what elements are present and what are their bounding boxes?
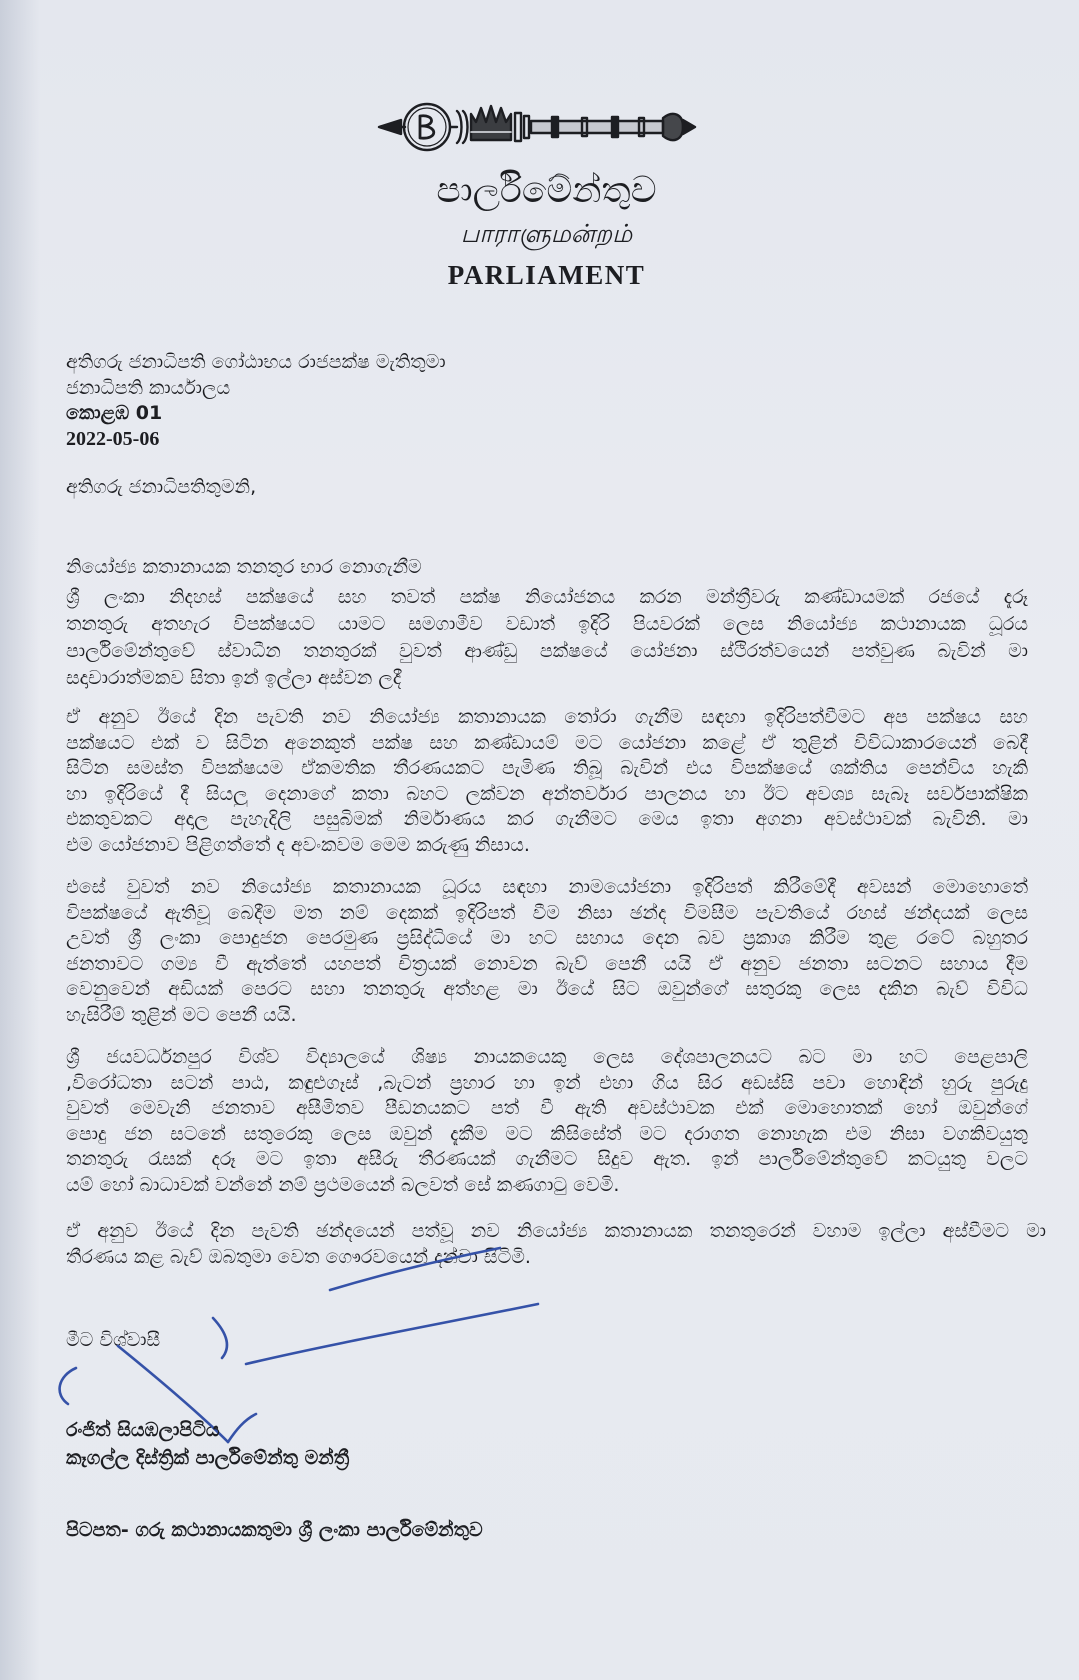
body-paragraph-2 bbox=[66, 705, 1028, 859]
paragraph-line: වුවත් මෙවැනි ජනතාව අසීමිතව පීඩනයකට පත් වී ඇති අවස්ථාවක එක් මොහොතක් හෝ ඔවුන්ගේ bbox=[66, 1097, 1028, 1120]
paragraph-line: තනතුරු අතහැර විපක්ෂයට යාමට සමගාමීව වඩාත් ඉදිරි පියවරක් ලෙස නියෝජ්‍ය කථානායක ධූරය bbox=[66, 613, 1028, 635]
paragraph-line: එකතුවකට අදාල පැහැදිලි පසුබිමක් නිර්මාණය කර ගැනීමට මෙය ඉතා අගනා අවස්ථාවක් බැවිනි. මා bbox=[66, 808, 1028, 831]
body-paragraph-3 bbox=[66, 875, 1028, 1029]
paragraph-line: විපක්ෂයේ ඇතිවූ බෙදීම මත නම් දෙකක් ඉදිරිපත් වීම නිසා ඡන්ද විමසීම පැවතියේ රහස් ඡන්දයක් ලෙස bbox=[66, 901, 1028, 924]
salutation: අතිගරු ජනාධිපතිතුමනි, bbox=[66, 476, 257, 498]
paragraph-line: ශ්‍රී ලංකා නිදහස් පක්ෂයේ සහ තවත් පක්ෂ නියෝජනය කරන මන්ත්‍රීවරු කණ්ඩායමක් රජයේ දැරූ bbox=[66, 586, 1028, 608]
paragraph-line: ඒ අනුව ඊයේ දින පැවති නව නියෝජ්‍ය කතානායක තෝරා ගැනීම සඳහා ඉදිරිපත්වීමට අප පක්ෂය සහ bbox=[66, 706, 1028, 728]
copy-to: පිටපත- ගරු කථානායකතුමා ශ්‍රී ලංකා පාර්ලිමේන්තුව bbox=[66, 1519, 483, 1541]
letter-date: 2022-05-06 bbox=[66, 428, 160, 450]
paragraph-line: තනතුරු රැසක් දරූ මට ඉතා අසීරු තීරණයක් ගැනීමට සිදුව ඇත. ඉන් පාර්ලිමේන්තුවේ කටයුතු වලට bbox=[66, 1148, 1028, 1171]
recipient-name: අතිගරු ජනාධිපති ගෝඨාභය රාජපක්ෂ මැතිතුමා bbox=[66, 351, 446, 373]
closing: මීට විශ්වාසී bbox=[66, 1329, 161, 1351]
letter-subject: නියෝජ්‍ය කතානායක තනතුර භාර නොගැනීම bbox=[66, 556, 422, 578]
body-paragraph-1 bbox=[66, 584, 1028, 692]
parliament-mace-emblem-icon bbox=[377, 96, 699, 158]
paragraph-line: පාර්ලිමේන්තුවේ ස්වාධීන තනතුරක් වුවත් ආණ්ඩු පක්ෂයේ යෝජනා ස්ථිරත්වයෙන් පත්වුණ බැවින් මා bbox=[66, 640, 1028, 662]
paragraph-line: හැසිරීම් තුළින් මට පෙනී යයි. bbox=[66, 1003, 297, 1026]
paragraph-line: හා ඉදිරියේ දී සියලු දෙනාගේ කතා බහට ලක්වන අන්තර්වාර පාලනය හා ඊට අවශ්‍ය සැබෑ සර්වපාක්ෂික bbox=[66, 782, 1028, 805]
letterhead-tamil: பாராளுமன்றம் bbox=[460, 219, 633, 248]
paragraph-line: පක්ෂයට එක් ව සිටින අනෙකුත් පක්ෂ සහ කණ්ඩායම් මට යෝජනා කළේ ඒ තුළින් විවිධාකාරයෙන් බෙදී bbox=[66, 731, 1028, 754]
paragraph-line: සිටින සමස්ත විපක්ෂයම ඒකමතික තීරණයකට පැමිණ තිබූ බැවින් එය විපක්ෂයේ ශක්තිය පෙන්විය හැකි bbox=[66, 757, 1028, 780]
paragraph-line: ජනතාවට ගම්‍ය වී ඇත්තේ යහපත් චිත්‍රයක් නොවන බැව් පෙනී යයි ඒ අනුව ජනතා සටනට සහාය දීම bbox=[66, 952, 1028, 975]
paragraph-line: තීරණය කළ බැව් ඔබතුමා වෙත ගෞරවයෙන් දන්වා සිටිමි. bbox=[66, 1245, 531, 1268]
paragraph-line: වෙනුවෙන් අඩියක් පෙරට සහා තනතුරු අත්හළ මා ඊයේ සිට ඔවුන්ගේ සතුරකු ලෙස දකින බැව් විවිධ bbox=[66, 978, 1028, 1001]
letterhead-sinhala: පාර්ලිමේන්තුව bbox=[436, 170, 657, 211]
paragraph-line: උවත් ශ්‍රී ලංකා පොදුජන පෙරමුණ ප්‍රසිද්ධියේ මා හට සහාය දෙන බව ප්‍රකාශ කිරීම තුළ රටේ බහුතර bbox=[66, 927, 1028, 950]
paragraph-line: එම යෝජනාව පිළිගත්තේ ද අවංකවම මෙම කරුණු නිසාය. bbox=[66, 833, 530, 856]
paragraph-line: ඒ අනුව ඊයේ දින පැවති ඡන්දයෙන් පත්වූ නව නියෝජ්‍ය කතානායක තනතුරෙන් වහාම ඉල්ලා අස්වීමට මා bbox=[66, 1220, 1046, 1242]
paragraph-line: එසේ වුවත් නව නියෝජ්‍ය කතානායක ධූරය සඳහා නාමයෝජනා ඉදිරිපත් කිරීමේදී අවසන් මොහොතේ bbox=[66, 876, 1028, 898]
paragraph-line: යම් හෝ බාධාවක් වන්නේ නම් ප්‍රථමයෙන් බලවත් සේ කණගාටු වෙමි. bbox=[66, 1173, 620, 1196]
signatory-title: කෑගල්ල දිස්ත්‍රික් පාර්ලිමේන්තු මන්ත්‍රී bbox=[66, 1447, 350, 1469]
body-paragraph-4 bbox=[66, 1045, 1028, 1199]
paragraph-line: ශ්‍රී ජයවර්ධනපුර විශ්ව විද්‍යාලයේ ශිෂ්‍ය නායකයෙකු ලෙස දේශපාලනයට බට මා හට පෙළපාලි bbox=[66, 1046, 1028, 1068]
recipient-city: කොළඹ 01 bbox=[66, 402, 163, 424]
paragraph-line: පොදු ජන සටනේ සතුරෙකු ලෙස ඔවුන් දැකීම මට කිසිසේත් මට දරාගත නොහැක එම නිසා වගකිවයුතු bbox=[66, 1122, 1028, 1145]
paragraph-line: ,විරෝධතා සටන් පාඨ, කඳුළුගෑස් ,බැටන් ප්‍රහාර හා ඉන් එහා ගිය සිර අඩස්සි පවා හොඳින් හුරු පුරුදු bbox=[66, 1071, 1028, 1094]
letterhead-english: PARLIAMENT bbox=[447, 260, 646, 290]
paragraph-line: සදාචාරාත්මකව සිතා ඉන් ඉල්ලා අස්වන ලදී bbox=[66, 667, 402, 689]
signatory-name: රංජිත් සියඹලාපිටිය bbox=[66, 1419, 220, 1441]
recipient-office: ජනාධිපති කාර්යාලය bbox=[66, 377, 231, 399]
body-paragraph-5 bbox=[66, 1219, 1046, 1270]
